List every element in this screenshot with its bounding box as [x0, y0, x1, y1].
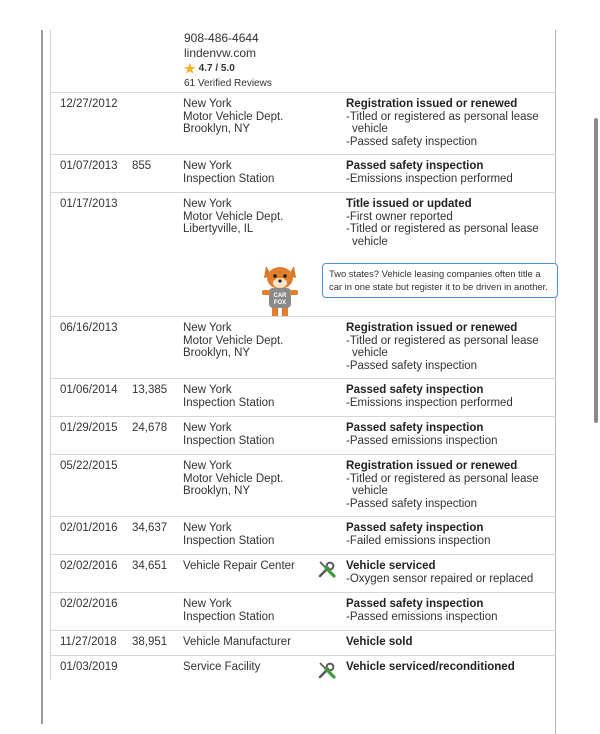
history-row [50, 516, 556, 554]
record-date: 01/29/2015 [60, 422, 118, 434]
record-date: 12/27/2012 [60, 98, 118, 110]
dash-bullet: - [346, 572, 350, 585]
source-line: New York [183, 422, 232, 434]
dash-bullet: - [346, 472, 350, 485]
record-title: Passed safety inspection [346, 598, 484, 610]
record-details [346, 422, 556, 447]
dash-bullet: - [346, 534, 350, 547]
history-row [50, 592, 556, 630]
record-title: Title issued or updated [346, 198, 472, 210]
source-line: Motor Vehicle Dept. [183, 210, 284, 223]
detail-text: Titled or registered as personal lease vehicle [349, 223, 539, 248]
source-line: Libertyville, IL [183, 223, 254, 235]
dash-bullet: - [346, 334, 350, 347]
dash-bullet: - [346, 172, 350, 185]
record-odometer: 855 [132, 160, 152, 172]
history-row [50, 316, 556, 378]
svg-text:CAR: CAR [273, 293, 287, 299]
scrollbar[interactable] [594, 118, 598, 423]
record-title: Vehicle sold [346, 636, 413, 648]
source-line: Service Facility [183, 661, 261, 673]
record-details [346, 661, 556, 674]
dash-bullet: - [346, 359, 350, 372]
history-row [50, 554, 556, 592]
dash-bullet: - [346, 497, 350, 510]
record-title: Registration issued or renewed [346, 98, 518, 110]
record-odometer: 34,651 [132, 560, 168, 572]
source-line: Motor Vehicle Dept. [183, 110, 284, 123]
detail-text: Emissions inspection performed [349, 172, 513, 185]
source-line: New York [183, 322, 232, 334]
record-title: Passed safety inspection [346, 522, 484, 534]
record-source [183, 98, 323, 136]
detail-text: Titled or registered as personal lease vehicle [349, 334, 539, 359]
record-details [346, 198, 556, 248]
detail-text: Emissions inspection performed [349, 396, 513, 409]
record-date: 01/17/2013 [60, 198, 118, 210]
dash-bullet: - [346, 210, 350, 223]
source-line: Inspection Station [183, 434, 275, 447]
dash-bullet: - [346, 223, 350, 235]
wrench-screwdriver-icon [316, 659, 338, 681]
detail-text: Titled or registered as personal lease vehicle [349, 472, 539, 497]
record-odometer: 24,678 [132, 422, 168, 434]
dealer-phone[interactable]: 908-486-4644 [184, 31, 259, 45]
record-date: 01/03/2019 [60, 661, 118, 673]
detail-item [346, 535, 556, 548]
record-date: 01/07/2013 [60, 160, 118, 172]
detail-text: Passed safety inspection [349, 497, 478, 510]
detail-item [346, 111, 556, 136]
detail-item [346, 498, 556, 511]
detail-item [346, 473, 556, 498]
record-source [183, 322, 323, 360]
detail-item [346, 360, 556, 373]
record-odometer: 38,951 [132, 636, 168, 648]
record-title: Passed safety inspection [346, 160, 484, 172]
detail-item [346, 136, 556, 149]
record-source [183, 598, 323, 623]
detail-item [346, 211, 556, 224]
dealer-info [184, 31, 272, 91]
detail-item [346, 223, 556, 248]
source-line: New York [183, 598, 232, 610]
record-details [346, 460, 556, 510]
dash-bullet: - [346, 610, 350, 623]
record-date: 11/27/2018 [60, 636, 117, 648]
record-details [346, 384, 556, 409]
record-details [346, 522, 556, 547]
history-row [50, 630, 556, 655]
source-line: New York [183, 384, 232, 396]
dash-bullet: - [346, 434, 350, 447]
record-source [183, 636, 323, 649]
record-details [346, 560, 556, 585]
detail-text: First owner reported [349, 210, 453, 223]
record-source [183, 422, 323, 447]
history-row [50, 378, 556, 416]
record-title: Vehicle serviced [346, 560, 436, 572]
record-source [183, 460, 323, 498]
source-line: New York [183, 160, 232, 172]
record-date: 06/16/2013 [60, 322, 118, 334]
record-date: 05/22/2015 [60, 460, 118, 472]
source-line: New York [183, 198, 232, 210]
source-line: New York [183, 460, 232, 472]
history-row [50, 154, 556, 192]
history-row [50, 454, 556, 516]
record-source [183, 560, 323, 573]
record-odometer: 34,637 [132, 522, 168, 534]
rating-value: 4.7 / 5.0 [198, 63, 235, 74]
record-date: 02/02/2016 [60, 560, 118, 572]
record-details [346, 598, 556, 623]
star-icon: ★ [184, 60, 196, 76]
record-source [183, 384, 323, 409]
detail-text: Passed emissions inspection [349, 434, 498, 447]
source-line: Motor Vehicle Dept. [183, 472, 284, 485]
source-line: Vehicle Manufacturer [183, 636, 292, 648]
verified-reviews-link[interactable]: 61 Verified Reviews [184, 78, 272, 89]
record-title: Vehicle serviced/reconditioned [346, 661, 515, 673]
dealer-website[interactable]: lindenvw.com [184, 46, 257, 60]
history-row [50, 92, 556, 154]
wrench-screwdriver-icon [316, 558, 338, 580]
record-source [183, 522, 323, 547]
record-details [346, 322, 556, 372]
dealer-rating [184, 61, 272, 76]
record-source [183, 661, 323, 674]
source-line: Inspection Station [183, 610, 275, 623]
detail-text: Failed emissions inspection [349, 534, 491, 547]
detail-item [346, 435, 556, 448]
history-row [50, 655, 556, 692]
source-line: Inspection Station [183, 396, 275, 409]
detail-item [346, 397, 556, 410]
page-frame-left [41, 30, 43, 724]
source-line: Inspection Station [183, 534, 275, 547]
two-states-tooltip: Two states? Vehicle leasing companies often title a car in one state but register it to be driven in another. [322, 263, 558, 298]
detail-text: Passed safety inspection [349, 359, 478, 372]
vehicle-history-document [50, 0, 556, 680]
record-source [183, 198, 323, 236]
record-title: Passed safety inspection [346, 384, 484, 396]
dash-bullet: - [346, 135, 350, 148]
detail-text: Passed safety inspection [349, 135, 478, 148]
source-line: New York [183, 98, 232, 110]
detail-item [346, 573, 556, 586]
record-date: 02/01/2016 [60, 522, 118, 534]
source-line: Brooklyn, NY [183, 347, 251, 359]
history-row [50, 416, 556, 454]
detail-text: Titled or registered as personal lease vehicle [349, 110, 539, 135]
record-details [346, 160, 556, 185]
history-table [50, 92, 556, 692]
source-line: New York [183, 522, 232, 534]
record-title: Registration issued or renewed [346, 460, 518, 472]
source-line: Vehicle Repair Center [183, 560, 295, 572]
source-line: Motor Vehicle Dept. [183, 334, 284, 347]
source-line: Inspection Station [183, 172, 275, 185]
record-date: 02/02/2016 [60, 598, 118, 610]
dash-bullet: - [346, 110, 350, 123]
record-title: Registration issued or renewed [346, 322, 518, 334]
source-line: Brooklyn, NY [183, 123, 251, 135]
detail-item [346, 173, 556, 186]
record-details [346, 636, 556, 649]
record-details [346, 98, 556, 148]
record-date: 01/06/2014 [60, 384, 118, 396]
carfox-mascot [258, 260, 302, 318]
source-line: Brooklyn, NY [183, 485, 251, 497]
detail-item [346, 611, 556, 624]
detail-text: Passed emissions inspection [349, 610, 498, 623]
record-title: Passed safety inspection [346, 422, 484, 434]
record-odometer: 13,385 [132, 384, 168, 396]
dash-bullet: - [346, 396, 350, 409]
detail-item [346, 335, 556, 360]
svg-text:FOX: FOX [273, 300, 287, 306]
history-row [50, 192, 556, 316]
record-source [183, 160, 323, 185]
detail-text: Oxygen sensor repaired or replaced [349, 572, 534, 585]
